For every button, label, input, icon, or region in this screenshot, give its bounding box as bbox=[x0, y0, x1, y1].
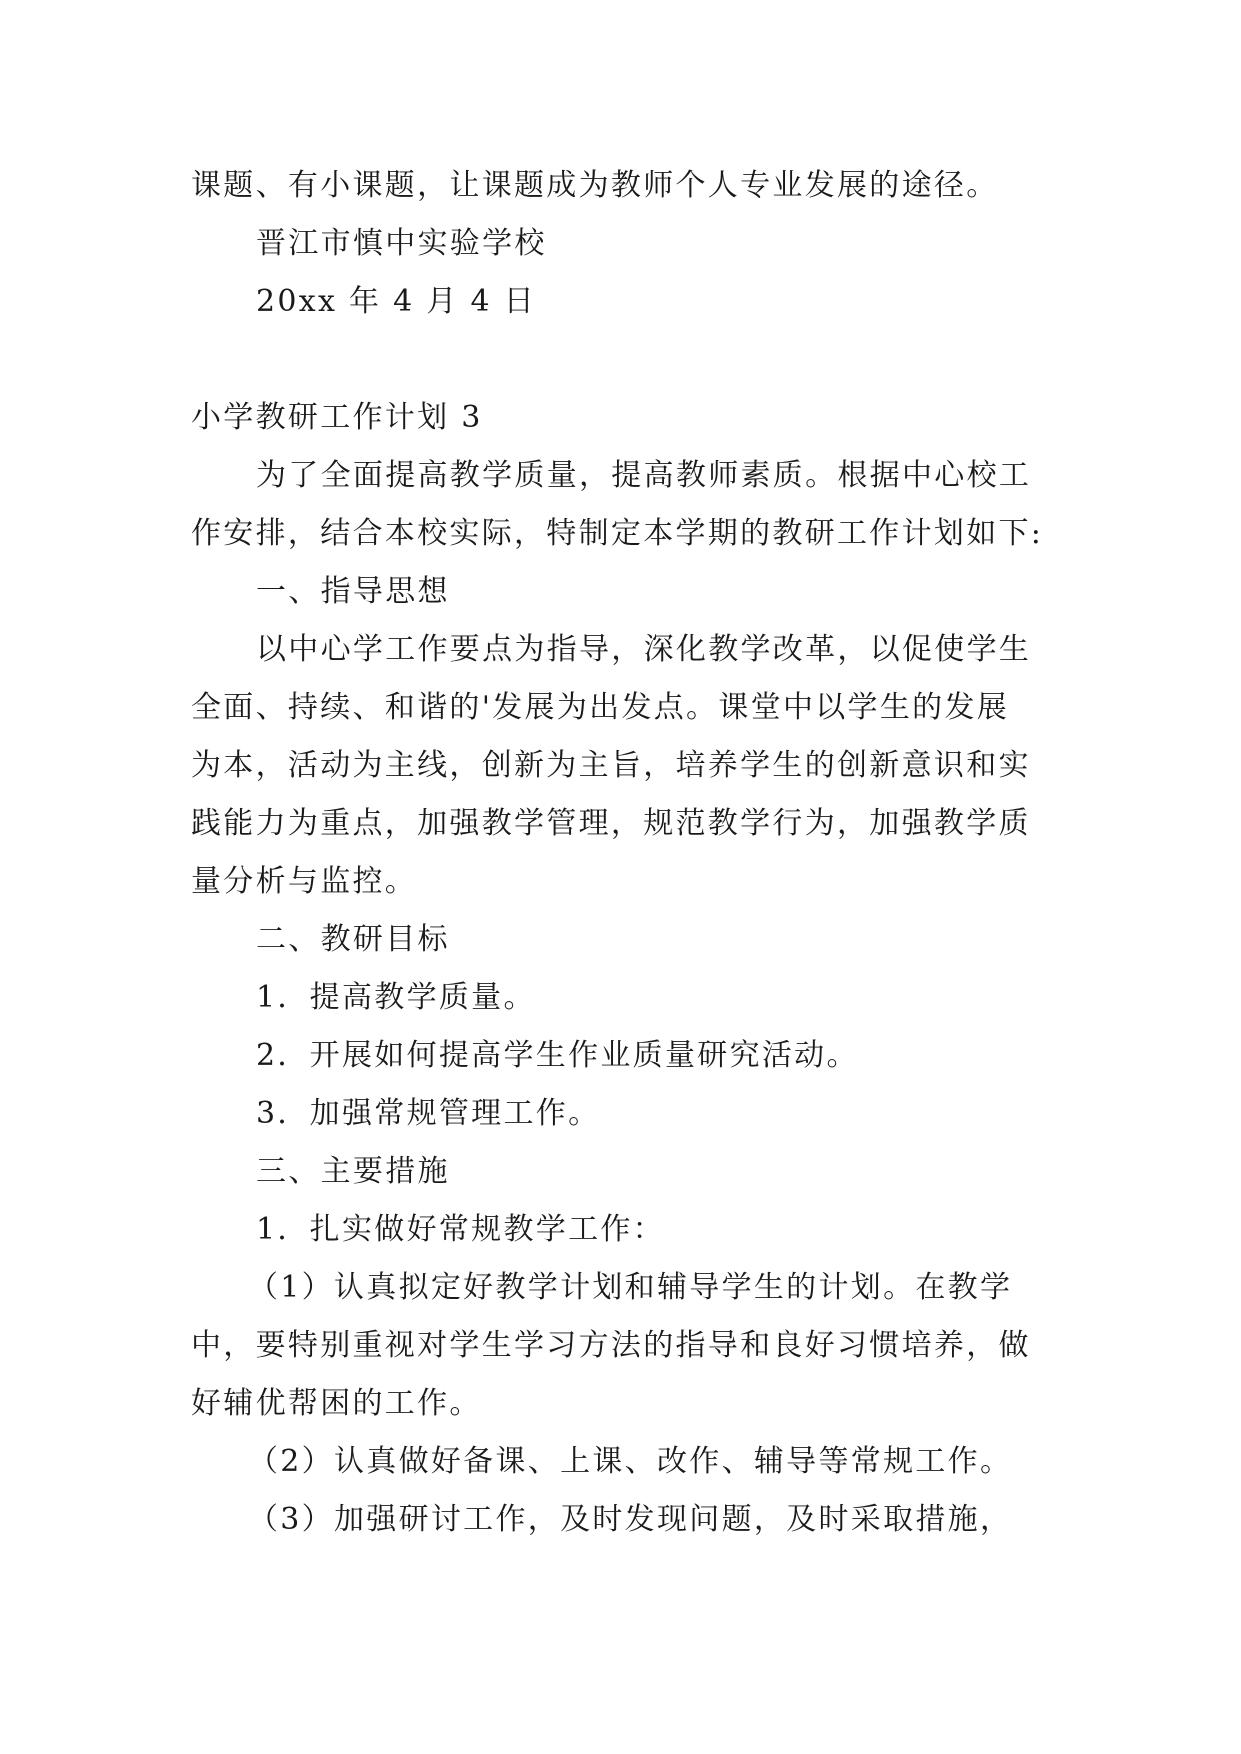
section-title: 小学教研工作计划 3 bbox=[191, 400, 483, 435]
paragraph-line: 以中心学工作要点为指导，深化教学改革，以促使学生 bbox=[256, 632, 1032, 667]
heading-research-goals: 二、教研目标 bbox=[256, 922, 450, 957]
paragraph-line: 中，要特别重视对学生学习方法的指导和良好习惯培养，做 bbox=[191, 1328, 1031, 1363]
paragraph-line: 量分析与监控。 bbox=[191, 864, 418, 899]
paragraph-line: 为了全面提高教学质量，提高教师素质。根据中心校工 bbox=[256, 458, 1032, 493]
paragraph-line: 为本，活动为主线，创新为主旨，培养学生的创新意识和实 bbox=[191, 748, 1031, 783]
paragraph-line: 好辅优帮困的工作。 bbox=[191, 1386, 482, 1421]
paragraph-line: 全面、持续、和谐的'发展为出发点。课堂中以学生的发展 bbox=[191, 690, 1010, 725]
paragraph-line: （1）认真拟定好教学计划和辅导学生的计划。在教学 bbox=[248, 1270, 1013, 1305]
paragraph-line: 作安排，结合本校实际，特制定本学期的教研工作计划如下: bbox=[191, 516, 1044, 551]
list-item: 2．开展如何提高学生作业质量研究活动。 bbox=[256, 1038, 859, 1073]
text-line-continuation: 课题、有小课题，让课题成为教师个人专业发展的途径。 bbox=[191, 168, 999, 203]
school-name: 晋江市慎中实验学校 bbox=[256, 226, 547, 261]
document-date: 20xx 年 4 月 4 日 bbox=[256, 284, 537, 319]
list-item: 1．扎实做好常规教学工作： bbox=[256, 1212, 665, 1247]
paragraph-line: （2）认真做好备课、上课、改作、辅导等常规工作。 bbox=[248, 1444, 1013, 1479]
paragraph-line: 践能力为重点，加强教学管理，规范教学行为，加强教学质 bbox=[191, 806, 1031, 841]
heading-guiding-ideology: 一、指导思想 bbox=[256, 574, 450, 609]
heading-main-measures: 三、主要措施 bbox=[256, 1154, 450, 1189]
paragraph-line: （3）加强研讨工作，及时发现问题，及时采取措施， bbox=[248, 1502, 1013, 1537]
list-item: 1．提高教学质量。 bbox=[256, 980, 536, 1015]
list-item: 3．加强常规管理工作。 bbox=[256, 1096, 601, 1131]
